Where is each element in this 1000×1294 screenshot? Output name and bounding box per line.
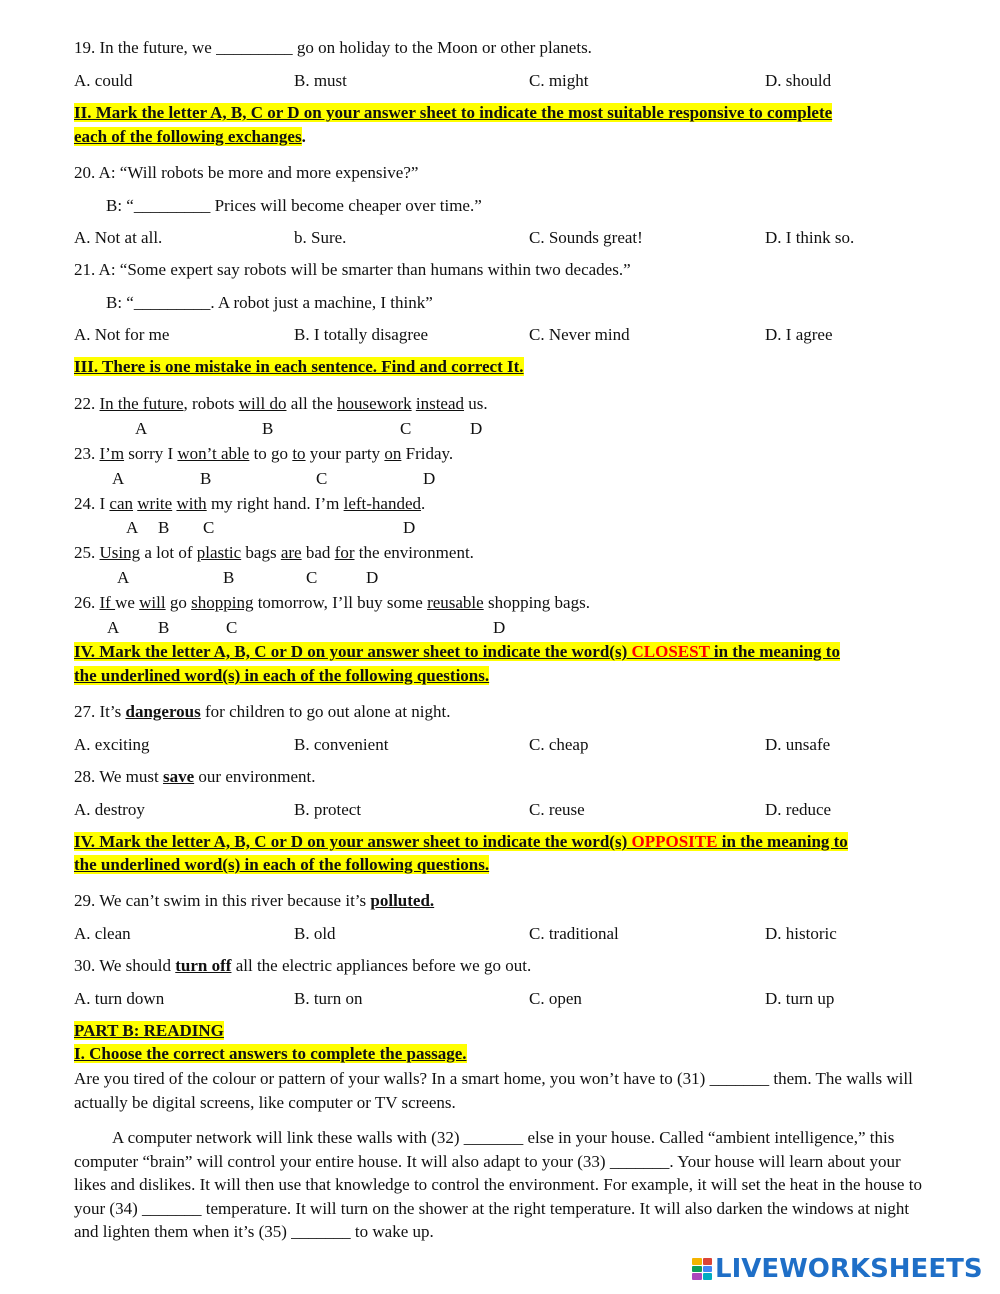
keyword-closest: CLOSEST bbox=[631, 642, 710, 661]
option-a[interactable]: A. Not for me bbox=[74, 325, 170, 344]
question-29-stem bbox=[74, 891, 434, 911]
heading-text: the underlined word(s) in each of the following questions. bbox=[74, 855, 490, 874]
stem-text: 30. We should bbox=[74, 956, 176, 975]
section-4-opposite-heading-line1 bbox=[74, 832, 848, 852]
letter-c: C bbox=[400, 419, 412, 438]
option-c[interactable]: C. reuse bbox=[529, 800, 585, 819]
section-2-heading-text2: each of the following exchanges bbox=[74, 127, 302, 146]
letter-c: C bbox=[316, 469, 328, 488]
underlined-part-a[interactable]: If bbox=[99, 593, 116, 612]
sentence-text: to go bbox=[249, 444, 293, 463]
underlined-part-b[interactable]: will do bbox=[238, 394, 287, 413]
option-b[interactable]: b. Sure. bbox=[294, 228, 347, 247]
underlined-part-b[interactable]: will bbox=[139, 593, 166, 612]
heading-text: in the meaning to bbox=[709, 642, 840, 661]
question-23-letters bbox=[74, 469, 944, 489]
option-b[interactable]: B. protect bbox=[294, 800, 362, 819]
sentence-text: a lot of bbox=[140, 543, 197, 562]
stem-text: for children to go out alone at night. bbox=[200, 702, 451, 721]
option-b[interactable]: B. convenient bbox=[294, 735, 389, 754]
question-number: 22. bbox=[74, 394, 100, 413]
option-a[interactable]: A. exciting bbox=[74, 735, 150, 754]
liveworksheets-logo bbox=[692, 1255, 983, 1283]
option-d[interactable]: D. reduce bbox=[765, 800, 832, 819]
sentence-text: all the bbox=[286, 394, 337, 413]
letter-a: A bbox=[126, 518, 139, 537]
part-b-heading bbox=[74, 1021, 224, 1041]
underlined-part-a[interactable]: Using bbox=[99, 543, 141, 562]
sentence-text: your party bbox=[305, 444, 385, 463]
underlined-part-d[interactable]: instead bbox=[415, 394, 465, 413]
option-a[interactable]: A. clean bbox=[74, 924, 131, 943]
letter-a: A bbox=[135, 419, 148, 438]
letter-a: A bbox=[112, 469, 125, 488]
sentence-text: . bbox=[421, 494, 426, 513]
question-27-options bbox=[74, 735, 944, 755]
heading-text: IV. Mark the letter A, B, C or D on your answer sheet to indicate the word(s) bbox=[74, 642, 632, 661]
question-22-sentence bbox=[74, 394, 488, 414]
option-b[interactable]: B. I totally disagree bbox=[294, 325, 429, 344]
option-a[interactable]: A. Not at all. bbox=[74, 228, 163, 247]
option-b[interactable]: B. old bbox=[294, 924, 336, 943]
underlined-part-d[interactable]: left-handed bbox=[343, 494, 422, 513]
letter-b: B bbox=[158, 518, 170, 537]
section-4-opposite-heading-text bbox=[74, 832, 848, 851]
sentence-text: we bbox=[115, 593, 140, 612]
section-4-closest-heading-line1 bbox=[74, 642, 840, 662]
option-d[interactable]: D. turn up bbox=[765, 989, 835, 1008]
sentence-text: tomorrow, I’ll buy some bbox=[253, 593, 428, 612]
section-4-closest-heading-line2 bbox=[74, 666, 489, 686]
question-19-stem: 19. In the future, we _________ go on holiday to the Moon or other planets. bbox=[74, 38, 592, 57]
underlined-keyword: turn off bbox=[175, 956, 232, 975]
question-25-letters bbox=[74, 568, 944, 588]
sentence-text: bad bbox=[301, 543, 335, 562]
heading-text: IV. Mark the letter A, B, C or D on your answer sheet to indicate the word(s) bbox=[74, 832, 632, 851]
section-4-opposite-heading-line2 bbox=[74, 855, 489, 875]
option-c[interactable]: C. open bbox=[529, 989, 582, 1008]
letter-d: D bbox=[366, 568, 379, 587]
underlined-part-c[interactable]: housework bbox=[337, 394, 412, 413]
section-4-closest-heading-text bbox=[74, 642, 840, 661]
passage-paragraph-2: A computer network will link these walls with (32) _______ else in your house. Called “ambient intelligence,” this computer “brain” will control your entire house. It will also adapt to your (33) _______. Your house will learn about your likes and dislikes. It will then use that knowledge to control the environment. For example, it will set the heat in the house to your (34) _______ temperature. It will turn on the shower at the right temperature. It will also darken the windows at night and lighten them when it’s (35) _______ to wake up. bbox=[74, 1128, 922, 1241]
letter-c: C bbox=[203, 518, 215, 537]
question-number: 25. bbox=[74, 543, 100, 562]
question-21-a-line: 21. A: “Some expert say robots will be smarter than humans within two decades.” bbox=[74, 260, 631, 279]
section-3-heading bbox=[74, 357, 524, 377]
option-b[interactable]: B. turn on bbox=[294, 989, 363, 1008]
letter-b: B bbox=[158, 618, 170, 637]
letter-b: B bbox=[223, 568, 235, 587]
underlined-part-a[interactable]: can bbox=[109, 494, 134, 513]
sentence-text: Friday. bbox=[401, 444, 454, 463]
question-24-sentence bbox=[74, 494, 425, 514]
underlined-part-b[interactable]: plastic bbox=[196, 543, 242, 562]
keyword-opposite: OPPOSITE bbox=[631, 832, 718, 851]
underlined-part-c[interactable]: to bbox=[292, 444, 306, 463]
option-a[interactable]: A. destroy bbox=[74, 800, 145, 819]
option-d[interactable]: D. should bbox=[765, 71, 832, 90]
sentence-text: shopping bags. bbox=[483, 593, 590, 612]
letter-a: A bbox=[107, 618, 120, 637]
underlined-part-a[interactable]: I’m bbox=[99, 444, 125, 463]
question-22-letters bbox=[74, 419, 944, 439]
question-28-stem bbox=[74, 767, 316, 787]
sentence-text: bags bbox=[241, 543, 281, 562]
question-20-a-line: 20. A: “Will robots be more and more expensive?” bbox=[74, 163, 419, 182]
underlined-keyword: polluted. bbox=[370, 891, 435, 910]
sentence-text: my right hand. I’m bbox=[206, 494, 344, 513]
sentence-text: us. bbox=[464, 394, 488, 413]
sentence-text: go bbox=[165, 593, 192, 612]
question-20-b-line: B: “_________ Prices will become cheaper over time.” bbox=[106, 196, 482, 215]
part-b-instruction: I. Choose the correct answers to complete the passage. bbox=[74, 1044, 467, 1063]
option-c[interactable]: C. Never mind bbox=[529, 325, 630, 344]
letter-d: D bbox=[403, 518, 416, 537]
stem-text: 28. We must bbox=[74, 767, 163, 786]
section-2-heading-line1 bbox=[74, 103, 832, 123]
letter-c: C bbox=[306, 568, 318, 587]
question-26-letters bbox=[74, 618, 944, 638]
section-2-heading-line2 bbox=[74, 127, 306, 147]
stem-text: all the electric appliances before we go out. bbox=[231, 956, 532, 975]
underlined-part-b[interactable]: won’t able bbox=[177, 444, 250, 463]
question-21-options bbox=[74, 325, 944, 345]
stem-text: 27. It’s bbox=[74, 702, 126, 721]
question-20-options bbox=[74, 228, 944, 248]
section-3-heading-text: III. There is one mistake in each sentence. Find and correct It. bbox=[74, 357, 524, 376]
question-number: 24. I bbox=[74, 494, 110, 513]
option-a[interactable]: A. could bbox=[74, 71, 133, 90]
section-2-heading-period: . bbox=[301, 127, 306, 146]
question-26-sentence bbox=[74, 593, 590, 613]
sentence-text: the environment. bbox=[354, 543, 474, 562]
letter-b: B bbox=[262, 419, 274, 438]
option-d[interactable]: D. unsafe bbox=[765, 735, 831, 754]
option-a[interactable]: A. turn down bbox=[74, 989, 165, 1008]
stem-text: our environment. bbox=[194, 767, 316, 786]
letter-d: D bbox=[423, 469, 436, 488]
option-c[interactable]: C. Sounds great! bbox=[529, 228, 643, 247]
underlined-keyword: dangerous bbox=[125, 702, 201, 721]
stem-text: 29. We can’t swim in this river because it’s bbox=[74, 891, 371, 910]
question-23-sentence bbox=[74, 444, 453, 464]
underlined-part-d[interactable]: for bbox=[334, 543, 355, 562]
option-d[interactable]: D. I think so. bbox=[765, 228, 855, 247]
underlined-part-a[interactable]: In the future bbox=[99, 394, 184, 413]
question-21-b-line: B: “_________. A robot just a machine, I think” bbox=[106, 293, 433, 312]
part-b-subheading bbox=[74, 1044, 467, 1064]
underlined-part-c[interactable]: with bbox=[176, 494, 207, 513]
underlined-part-c[interactable]: are bbox=[280, 543, 302, 562]
option-c[interactable]: C. might bbox=[529, 71, 589, 90]
question-number: 23. bbox=[74, 444, 100, 463]
question-28-options bbox=[74, 800, 944, 820]
underlined-part-d[interactable]: reusable bbox=[427, 593, 484, 612]
liveworksheets-logo-icon bbox=[692, 1258, 712, 1280]
option-b[interactable]: B. must bbox=[294, 71, 347, 90]
question-24-letters bbox=[74, 518, 944, 538]
letter-d: D bbox=[470, 419, 483, 438]
underlined-part-d[interactable]: on bbox=[384, 444, 402, 463]
underlined-part-b[interactable]: write bbox=[137, 494, 173, 513]
sentence-text: , robots bbox=[183, 394, 239, 413]
passage-paragraph-1: Are you tired of the colour or pattern of your walls? In a smart home, you won’t have to (31) _______ them. The walls will actually be digital screens, like computer or TV screens. bbox=[74, 1069, 913, 1112]
question-27-stem bbox=[74, 702, 451, 722]
letter-d: D bbox=[493, 618, 506, 637]
question-30-stem bbox=[74, 956, 531, 976]
liveworksheets-logo-text: LIVEWORKSHEETS bbox=[715, 1254, 983, 1284]
underlined-keyword: save bbox=[162, 767, 195, 786]
option-d[interactable]: D. I agree bbox=[765, 325, 833, 344]
option-c[interactable]: C. traditional bbox=[529, 924, 619, 943]
question-25-sentence bbox=[74, 543, 474, 563]
heading-text: the underlined word(s) in each of the following questions. bbox=[74, 666, 490, 685]
question-29-options bbox=[74, 924, 944, 944]
underlined-part-c[interactable]: shopping bbox=[191, 593, 254, 612]
section-2-heading-text1: II. Mark the letter A, B, C or D on your answer sheet to indicate the most suitable responsive to complete bbox=[74, 103, 833, 122]
heading-text: in the meaning to bbox=[717, 832, 848, 851]
option-c[interactable]: C. cheap bbox=[529, 735, 589, 754]
letter-a: A bbox=[117, 568, 130, 587]
question-30-options bbox=[74, 989, 944, 1009]
part-b-title: PART B: READING bbox=[74, 1021, 224, 1040]
option-d[interactable]: D. historic bbox=[765, 924, 837, 943]
question-19-options bbox=[74, 71, 944, 91]
letter-c: C bbox=[226, 618, 238, 637]
question-number: 26. bbox=[74, 593, 100, 612]
sentence-text: sorry I bbox=[124, 444, 178, 463]
letter-b: B bbox=[200, 469, 212, 488]
